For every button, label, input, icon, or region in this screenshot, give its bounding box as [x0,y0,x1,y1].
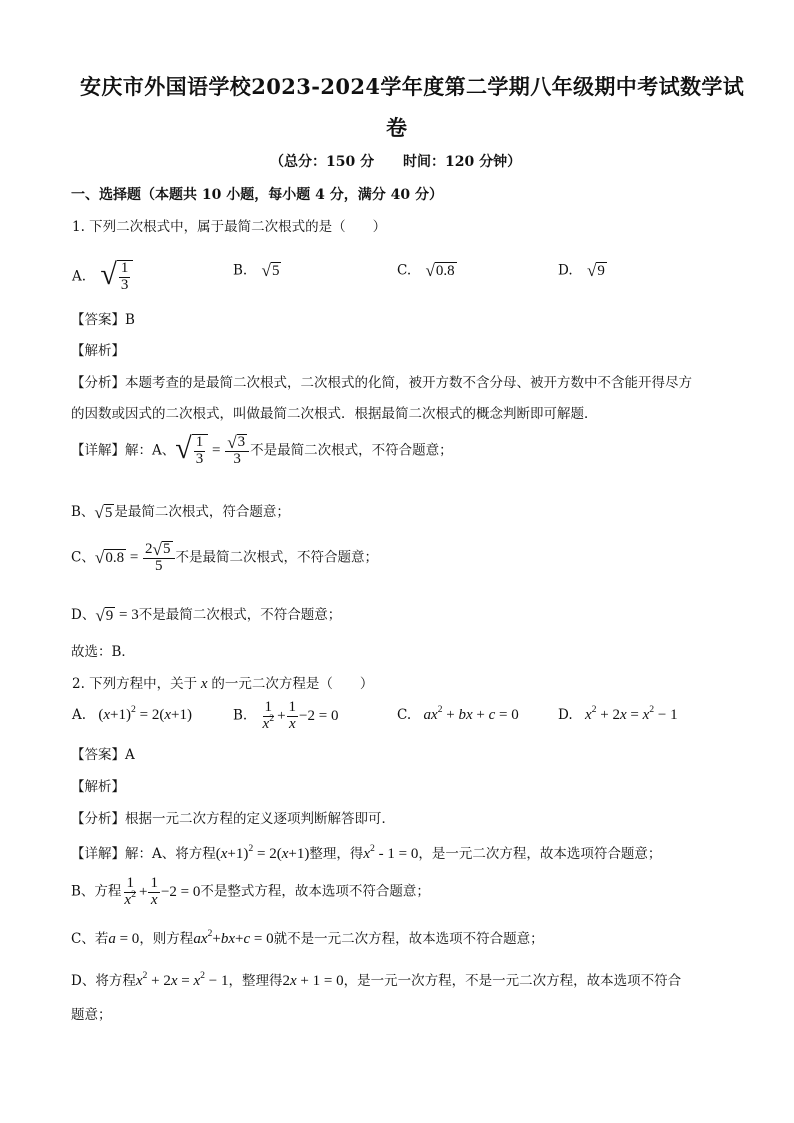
q1-option-b-label: B. [233,262,248,279]
page-title: 安庆市外国语学校2023-2024学年度第二学期八年级期中考试数学试 [80,74,745,99]
q2-detail-c-tail: 就不是一元二次方程，故本选项不符合题意； [273,931,544,947]
q2-analysis-line1: 【分析】根据一元二次方程的定义逐项判断解答即可． [71,811,395,827]
q2-option-c [397,704,519,724]
q2-detail-c-mid: ，则方程 [139,931,194,947]
q2-detail-a-pre: 【详解】解：A、将方程 [71,846,216,862]
q2-detail-b-tail: 不是整式方程，故本选项不符合题意； [200,883,430,900]
total-score: （总分：150 分 [270,154,375,170]
q2-option-b-formula: $\frac{1}{x^2}$ + $\frac{1}{x}$ −2 = 0 [262,699,339,732]
q1-detail-c-prefix: C、 [71,549,95,566]
q1-option-b-formula: √ 5 [261,261,280,280]
q1-detail-c: C、 √ 0.8 = 2 √ 5 5 不是最简二次根式，不符合题意； [71,540,378,575]
q1-detail-b: B、 √ 5 是最简二次根式，符合题意； [71,502,290,522]
q2-detail-b: B、方程 $\frac{1}{x^2}$ + $\frac{1}{x}$ −2 = 0不是整式方程，故本选项不符合题意； [71,875,430,908]
q2-detail-b-pre: B、方程 [71,883,122,900]
q1-option-c-label: C. [397,262,412,279]
q2-option-b-label: B. [233,707,248,724]
q1-analysis-line2: 的因数或因式的二次根式，叫做最简二次根式．根据最简二次根式的概念判断即可解题． [71,406,598,422]
q1-detail-b-prefix: B、 [71,504,95,520]
q1-analysis-label: 【解析】 [71,343,125,359]
q1-option-a-label: A. [72,268,87,285]
page-title-continued: 卷 [386,115,408,140]
q1-option-a-formula: √ $\frac{1}{3}$ [100,260,133,294]
q1-detail-a-formula: √ $\frac{1}{3}$ [175,434,208,468]
q1-option-a [72,260,133,294]
q2-detail-a-mid: 整理，得 [309,846,364,862]
q2-detail-d: D、将方程$x^2 + 2x = x^2 - 1$，整理得2x + 1 = 0，是一元一次方程，不是一元二次方程，故本选项不符合 [71,970,682,989]
q1-detail-d: D、 √ 9 = 3不是最简二次根式，不符合题意； [71,605,342,625]
q2-option-a-formula: $(x+1)^2 = 2(x+1)$ [98,704,192,723]
q2-option-c-label: C. [397,707,412,723]
q1-option-d [558,262,607,280]
q1-detail-a-tail: 不是最简二次根式，不符合题意； [250,442,453,459]
q2-option-b [233,700,338,733]
exam-time: 时间：120 分钟） [403,154,522,170]
q1-option-c [397,262,457,280]
q1-option-c-formula: √ 0.8 [425,261,455,280]
q1-detail-c-tail: 不是最简二次根式，不符合题意； [175,549,378,566]
q1-answer: 【答案】B [71,312,135,328]
q1-detail-d-prefix: D、 [71,607,96,623]
q2-detail-d-line2: 题意； [71,1007,112,1023]
q2-stem-post: 的一元二次方程是（ ） [211,676,374,692]
q2-detail-d-mid: ，整理得 [228,973,283,989]
q1-detail-d-tail: 不是最简二次根式，不符合题意； [138,607,342,623]
q2-stem-pre: 2. 下列方程中，关于 [72,676,198,692]
q2-option-c-formula: $ax^2$ + bx + c = 0 [423,704,519,723]
q2-detail-d-tail: ，是一元一次方程，不是一元二次方程，故本选项不符合 [343,973,682,989]
section-heading: 一、选择题（本题共 10 小题，每小题 4 分，满分 40 分） [71,187,443,203]
q2-detail-a-tail: ，是一元二次方程，故本选项符合题意； [418,846,662,862]
q1-option-b [233,262,281,280]
q2-detail-c-pre: C、若 [71,931,109,947]
q2-option-d [558,704,678,724]
q2-detail-c: C、若a = 0，则方程$ax^2+bx+c = 0$就不是一元二次方程，故本选项不符合题意； [71,928,544,947]
q1-detail-a: 【详解】解：A、 √ $\frac{1}{3}$ = √ 3 3 不是最简二次根式，不符合题意； [71,432,453,468]
q1-option-d-label: D. [558,262,573,279]
q1-stem: 1. 下列二次根式中，属于最简二次根式的是（ ） [72,219,387,235]
q2-option-a-label: A. [72,707,87,723]
q1-option-d-formula: √ 9 [586,261,605,280]
q2-option-d-label: D. [558,707,573,723]
q1-detail-b-tail: 是最简二次根式，符合题意； [114,504,290,520]
q2-answer: 【答案】A [71,747,135,763]
q2-detail-a: 【详解】解：A、将方程$(x+1)^2 = 2(x+1)$整理，得$x^2 - 1 = 0$，是一元二次方程，故本选项符合题意； [71,843,662,862]
q1-analysis-line1: 【分析】本题考查的是最简二次根式，二次根式的化简，被开方数不含分母、被开方数中不含能开得尽方 [71,375,692,391]
q1-choice: 故选：B． [71,644,135,660]
q2-stem: 2. 下列方程中，关于 x 的一元二次方程是（ ） [72,676,374,692]
q2-option-a [72,704,192,724]
q2-analysis-label: 【解析】 [71,779,125,795]
q2-option-d-formula: $x^2 + 2x = x^2 - 1$ [584,704,678,723]
q1-detail-a-prefix: 【详解】解：A、 [71,442,176,459]
q2-detail-d-pre: D、将方程 [71,973,136,989]
